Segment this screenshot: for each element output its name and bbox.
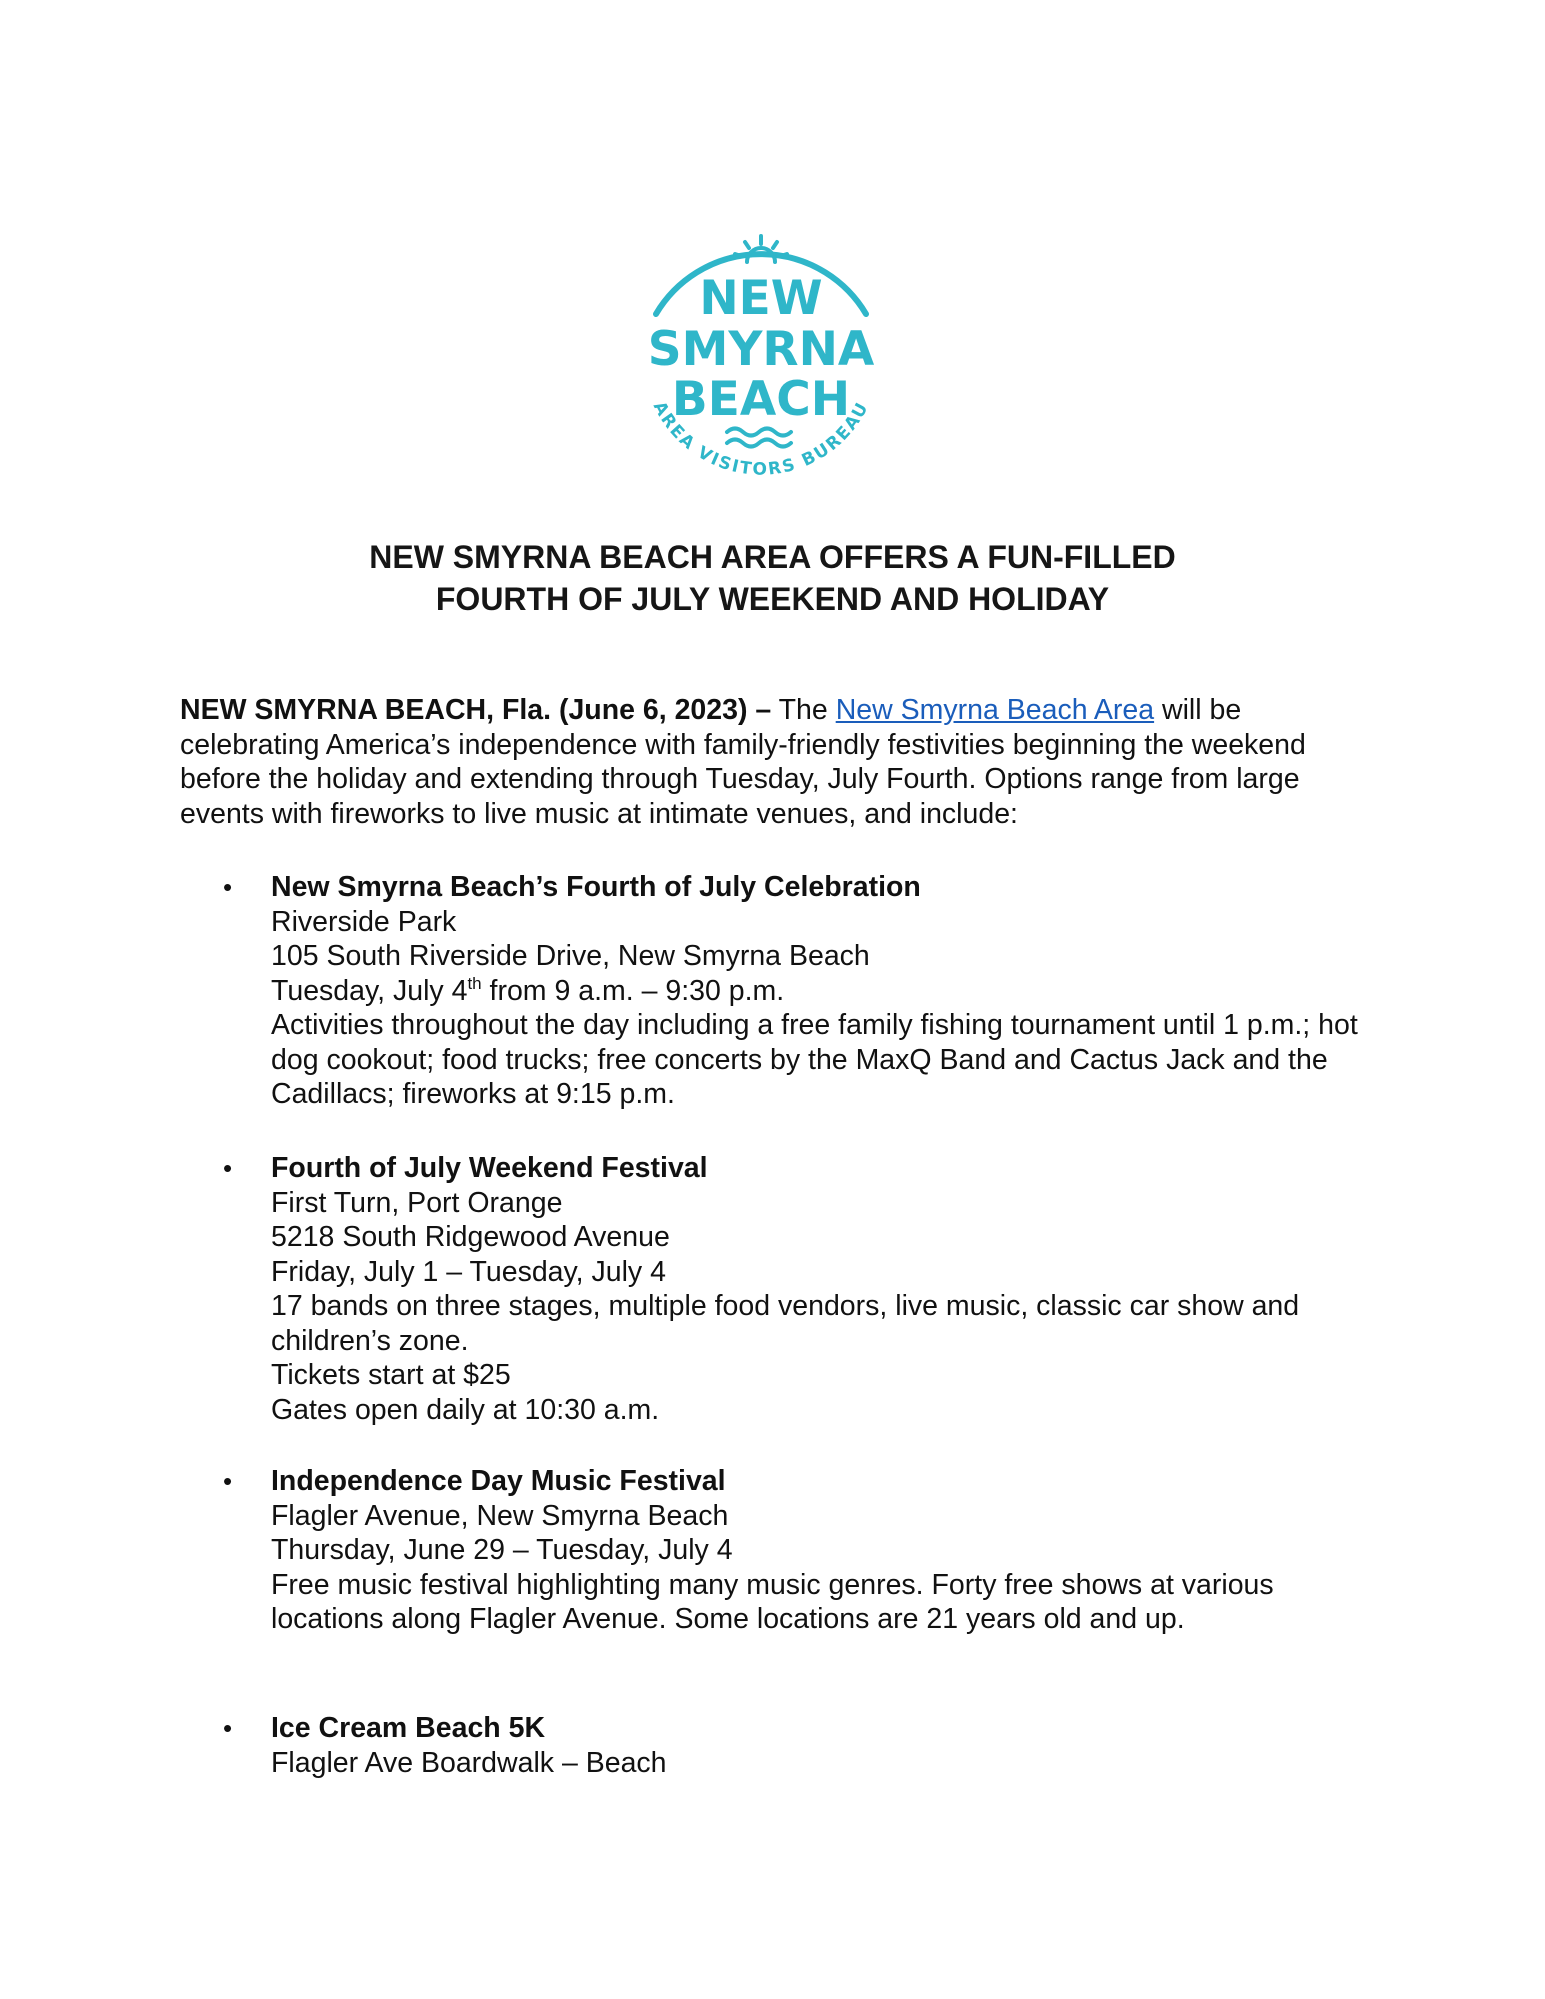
event-venue: First Turn, Port Orange	[271, 1186, 563, 1219]
event-description: Free music festival highlighting many music genres. Forty free shows at various locations along Flagler Avenue. Some locations are 21 years old and up.	[271, 1568, 1274, 1635]
event-item	[223, 1464, 1361, 1637]
bullet-icon: •	[223, 1153, 233, 1183]
dateline: NEW SMYRNA BEACH, Fla. (June 6, 2023) –	[180, 694, 772, 726]
bullet-icon: •	[223, 1466, 233, 1496]
logo-arc-text: AREA VISITORS BUREAU	[648, 398, 874, 480]
bullet-icon: •	[223, 872, 233, 902]
waves-icon	[727, 429, 791, 447]
event-venue: Riverside Park	[271, 905, 457, 938]
event-item	[223, 870, 1361, 1112]
event-date: Tuesday, July 4th from 9 a.m. – 9:30 p.m.	[271, 973, 785, 1007]
logo-line-smyrna: SMYRNA	[647, 322, 875, 377]
logo-line-new: NEW	[699, 271, 823, 326]
headline-line-2: FOURTH OF JULY WEEKEND AND HOLIDAY	[435, 581, 1110, 617]
event-item	[223, 1151, 1361, 1427]
event-address: 5218 South Ridgewood Avenue	[271, 1221, 670, 1253]
intro-text-before-link: The	[771, 694, 836, 726]
intro-paragraph	[180, 693, 1360, 831]
event-venue: Flagler Avenue, New Smyrna Beach	[271, 1499, 729, 1532]
event-item	[223, 1711, 1361, 1780]
event-address: 105 South Riverside Drive, New Smyrna Beach	[271, 940, 870, 972]
event-title: Fourth of July Weekend Festival	[271, 1152, 708, 1184]
event-description: Activities throughout the day including a free family fishing tournament until 1 p.m.; hot dog cookout; food trucks; free concerts by the MaxQ Band and Cactus Jack and the Cadillacs; fireworks at 9:15 p.m.	[271, 1009, 1358, 1110]
event-gates: Gates open daily at 10:30 a.m.	[271, 1393, 660, 1426]
event-date: Thursday, June 29 – Tuesday, July 4	[271, 1534, 733, 1566]
nsb-area-link[interactable]: New Smyrna Beach Area	[835, 694, 1155, 726]
new-smyrna-beach-logo	[622, 222, 900, 498]
headline-line-1: NEW SMYRNA BEACH AREA OFFERS A FUN-FILLED	[369, 539, 1176, 575]
event-tickets: Tickets start at $25	[271, 1359, 511, 1391]
logo-line-beach: BEACH	[671, 372, 851, 427]
bullet-icon: •	[223, 1713, 233, 1743]
event-title: Independence Day Music Festival	[271, 1465, 726, 1497]
intro-text-after-link: will be celebrating America’s independence with family-friendly festivities beginning the weekend before the holiday and extending through Tuesday, July Fourth. Options range from large events with fireworks to live music at intimate venues, and include:	[180, 694, 1306, 830]
event-date: Friday, July 1 – Tuesday, July 4	[271, 1255, 666, 1288]
event-description: 17 bands on three stages, multiple food vendors, live music, classic car show and children’s zone.	[271, 1290, 1300, 1357]
event-venue: Flagler Ave Boardwalk – Beach	[271, 1746, 667, 1779]
event-title: Ice Cream Beach 5K	[271, 1712, 546, 1744]
press-release-headline	[0, 536, 1545, 620]
event-title: New Smyrna Beach’s Fourth of July Celebration	[271, 871, 921, 903]
